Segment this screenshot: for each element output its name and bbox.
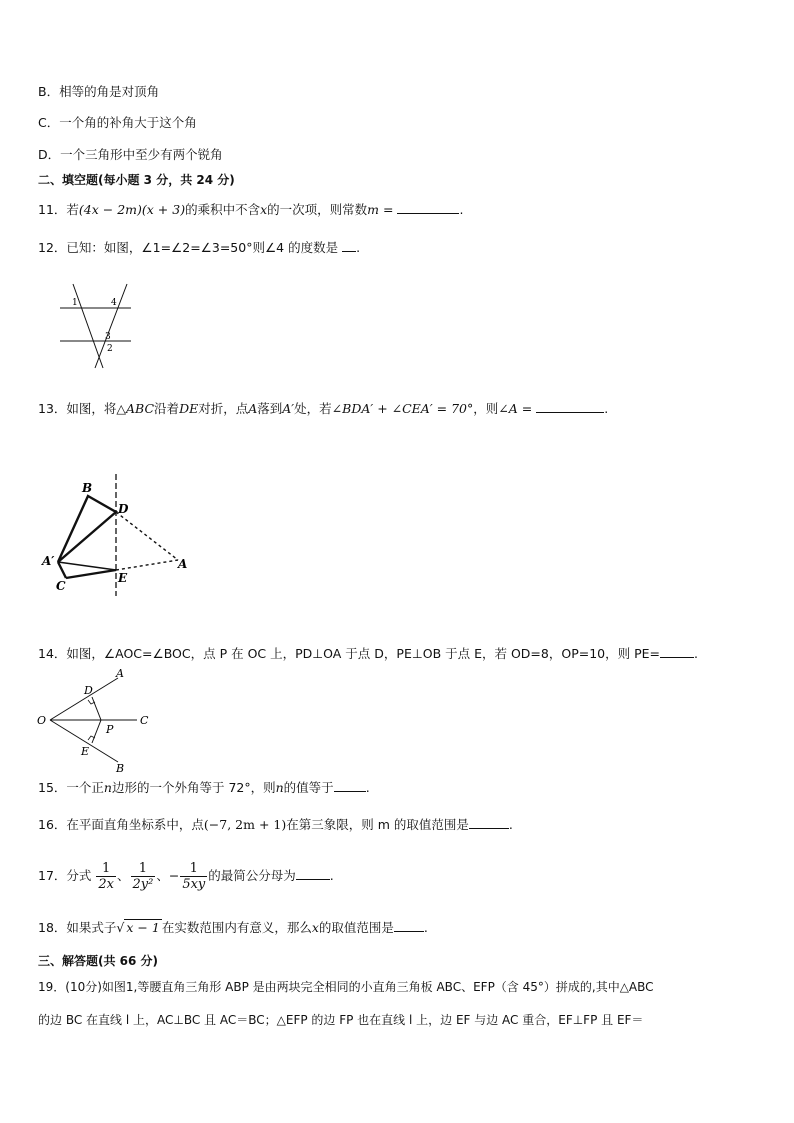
- vertex-label-d: D: [118, 502, 129, 516]
- answer-blank[interactable]: [296, 868, 330, 880]
- angle-label-4: 4: [111, 298, 117, 308]
- answer-blank[interactable]: [660, 646, 694, 658]
- point-label-e: E: [81, 745, 90, 758]
- point-label-d: D: [84, 684, 93, 697]
- fraction-3: $\frac{1}{5xy}$: [182, 861, 206, 892]
- vertex-label-a: A: [178, 557, 188, 571]
- vertex-label-a-prime: A′: [42, 554, 55, 568]
- point-label-b: B: [116, 762, 125, 775]
- answer-blank[interactable]: [469, 817, 509, 829]
- answer-blank[interactable]: [394, 920, 424, 932]
- section-heading-fill-in: 二、填空题(每小题 3 分，共 24 分): [38, 173, 235, 187]
- question-17: 17．分式 $\frac{1}{2x}$ 、 $\frac{1}{\text{2y²}}$ 、− $\frac{1}{5xy}$ 的最简公分母为 .: [38, 861, 334, 892]
- point-label-o: O: [37, 714, 47, 727]
- angle-label-1: 1: [72, 298, 78, 308]
- point-label-c: C: [140, 714, 149, 727]
- answer-blank[interactable]: [536, 401, 604, 413]
- fraction-1: $\frac{1}{2x}$: [98, 861, 114, 892]
- question-16: 16．在平面直角坐标系中，点(−7, 2m + 1)在第三象限，则 m 的取值范围是 .: [38, 817, 513, 832]
- vertex-label-b: B: [82, 481, 93, 495]
- point-label-a: A: [116, 667, 124, 680]
- radicand: x − 1: [126, 920, 160, 935]
- figure-q13-folded-triangle: [38, 470, 198, 600]
- fraction-2: $\frac{1}{\text{2y²}}$: [132, 861, 154, 892]
- angle-label-2: 2: [107, 344, 113, 354]
- question-19-line-2: 的边 BC 在直线 l 上，AC⊥BC 且 AC＝BC；△EFP 的边 FP 也在直线 l 上，边 EF 与边 AC 重合，EF⊥FP 且 EF＝: [38, 1013, 644, 1027]
- point-label-p: P: [106, 723, 114, 736]
- answer-blank[interactable]: [334, 780, 366, 792]
- figure-q14-angle-bisector: [34, 666, 159, 776]
- question-14: 14．如图，∠AOC=∠BOC，点 P 在 OC 上，PD⊥OA 于点 D，PE⊥OB 于点 E，若 OD=8，OP=10，则 PE= .: [38, 646, 698, 661]
- question-11: 11．若(4x − 2m)(x + 3)的乘积中不含x的一次项，则常数m = .: [38, 202, 464, 217]
- option-d: D．一个三角形中至少有两个锐角: [38, 147, 223, 162]
- option-c: C．一个角的补角大于这个角: [38, 115, 197, 130]
- question-13: 13．如图，将△ABC沿着DE对折，点A落到A′处，若∠BDA′ + ∠CEA′ = 70°，则∠A = .: [38, 401, 609, 416]
- figure-q12-parallel-lines: [55, 280, 135, 372]
- question-12: 12．已知：如图，∠1=∠2=∠3=50°则∠4 的度数是 .: [38, 240, 361, 255]
- option-b: B．相等的角是对顶角: [38, 84, 160, 99]
- section-heading-solutions: 三、解答题(共 66 分): [38, 954, 159, 968]
- question-15: 15．一个正n边形的一个外角等于 72°，则n的值等于 .: [38, 780, 370, 795]
- answer-blank[interactable]: [397, 202, 459, 214]
- angle-label-3: 3: [105, 332, 111, 342]
- vertex-label-e: E: [118, 571, 128, 585]
- vertex-label-c: C: [56, 579, 66, 593]
- question-18: 18．如果式子√ x − 1 在实数范围内有意义，那么x的取值范围是 .: [38, 920, 428, 935]
- question-19-line-1: 19．(10分)如图1,等腰直角三角形 ABP 是由两块完全相同的小直角三角板 ABC、EFP（含 45°）拼成的,其中△ABC: [38, 980, 654, 994]
- answer-blank[interactable]: [342, 240, 356, 252]
